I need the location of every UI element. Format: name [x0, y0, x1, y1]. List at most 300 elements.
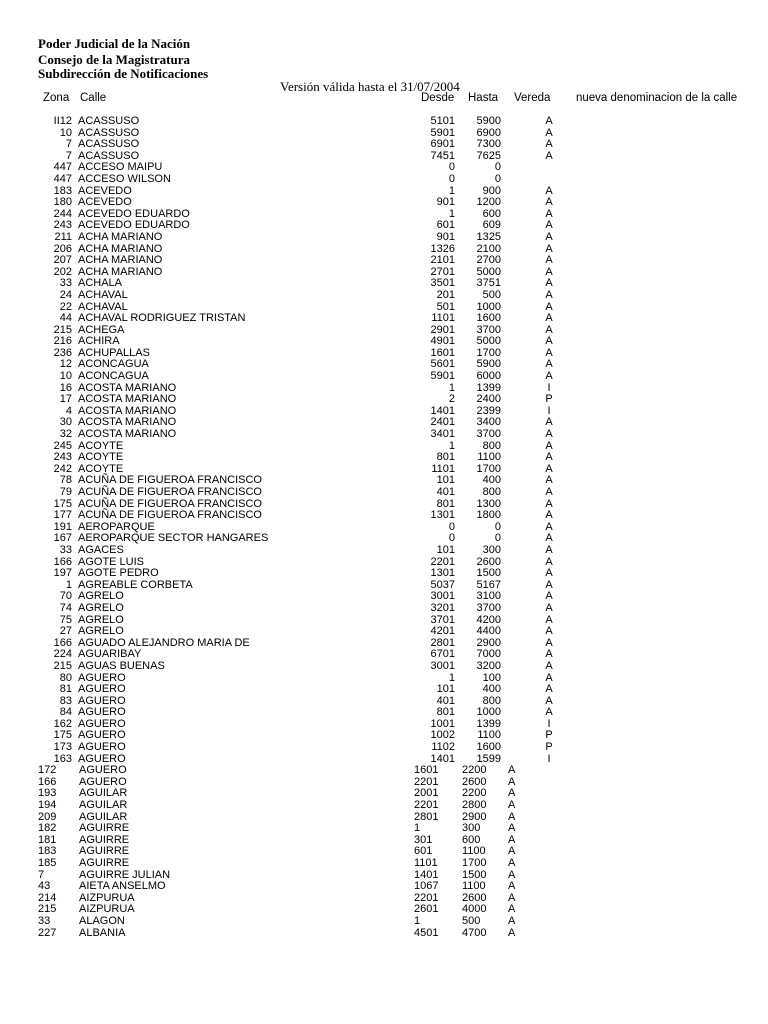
- cell-zona: 224: [53, 648, 72, 661]
- header-department-name: Subdirección de Notificaciones: [38, 66, 209, 81]
- table-row: [0, 858, 768, 870]
- cell-hasta: 5900: [476, 115, 501, 127]
- cell-zona: 175: [53, 497, 72, 510]
- cell-hasta: 2400: [476, 393, 501, 406]
- cell-desde: 6901: [430, 138, 455, 151]
- cell-vereda: A: [508, 787, 516, 800]
- cell-zona: 33: [38, 914, 51, 927]
- cell-calle: AGUERO: [78, 694, 126, 707]
- cell-vereda: A: [508, 914, 516, 927]
- cell-vereda: A: [545, 335, 553, 348]
- cell-hasta: 0: [494, 161, 501, 174]
- table-row: [0, 742, 768, 754]
- cell-calle: ACASSUSO: [78, 115, 140, 127]
- cell-hasta: 3700: [476, 323, 501, 336]
- cell-hasta: 1600: [476, 741, 501, 754]
- cell-desde: 1101: [431, 462, 455, 475]
- cell-vereda: A: [508, 926, 516, 939]
- cell-desde: 3201: [430, 601, 455, 614]
- cell-calle: AGUIRRE: [79, 822, 130, 835]
- cell-desde: 1: [414, 914, 421, 927]
- cell-zona: 74: [59, 601, 72, 614]
- cell-desde: 1: [448, 207, 455, 220]
- cell-hasta: 1100: [462, 880, 486, 893]
- cell-calle: ACASSUSO: [78, 126, 140, 139]
- cell-hasta: 300: [462, 822, 481, 835]
- table-row: [0, 197, 768, 209]
- cell-desde: 1101: [431, 312, 455, 325]
- cell-desde: 1002: [430, 729, 455, 742]
- cell-vereda: A: [545, 451, 553, 464]
- cell-zona: 206: [53, 242, 72, 255]
- cell-desde: 3501: [430, 277, 455, 290]
- cell-calle: ALBANIA: [79, 926, 126, 939]
- column-header-desde: Desde: [421, 92, 455, 104]
- cell-desde: 2701: [430, 265, 455, 278]
- cell-vereda: A: [508, 903, 516, 916]
- cell-vereda: A: [545, 207, 553, 220]
- cell-hasta: 3700: [476, 428, 501, 441]
- cell-vereda: A: [545, 474, 553, 487]
- cell-calle: ACONCAGUA: [78, 358, 149, 371]
- cell-zona: 209: [38, 810, 57, 823]
- cell-vereda: I: [547, 717, 551, 730]
- cell-vereda: A: [508, 799, 516, 812]
- cell-calle: ACOSTA MARIANO: [78, 428, 177, 441]
- cell-vereda: A: [545, 242, 553, 255]
- cell-hasta: 1399: [476, 381, 501, 394]
- cell-hasta: 5000: [476, 265, 501, 278]
- cell-zona: 166: [53, 555, 72, 568]
- cell-calle: AGUIRRE: [79, 845, 130, 858]
- cell-calle: AGUILAR: [79, 810, 128, 823]
- cell-desde: 101: [436, 543, 455, 556]
- cell-zona: 215: [38, 903, 57, 916]
- cell-hasta: 1000: [476, 300, 501, 313]
- cell-desde: 1101: [414, 857, 438, 869]
- cell-zona: 166: [53, 636, 72, 649]
- cell-calle: AGUERO: [78, 717, 126, 730]
- cell-calle: ACHIRA: [78, 335, 120, 348]
- cell-calle: AGUERO: [78, 752, 126, 765]
- cell-hasta: 4200: [476, 613, 501, 626]
- cell-hasta: 6900: [476, 126, 501, 139]
- cell-vereda: A: [545, 543, 553, 556]
- cell-zona: 177: [53, 509, 72, 522]
- cell-desde: 4201: [430, 625, 455, 638]
- cell-calle: AEROPARQUE: [78, 520, 155, 533]
- cell-calle: ACHALA: [78, 277, 123, 290]
- cell-zona: 183: [53, 184, 72, 197]
- cell-calle: AGOTE PEDRO: [78, 567, 159, 580]
- cell-vereda: A: [508, 857, 516, 869]
- cell-hasta: 3200: [476, 659, 501, 672]
- cell-desde: 4501: [414, 926, 439, 939]
- cell-desde: 3001: [430, 590, 455, 603]
- version-validity-note: Versión válida hasta el 31/07/2004: [280, 79, 460, 94]
- cell-hasta: 1000: [476, 706, 501, 719]
- cell-vereda: A: [545, 486, 553, 498]
- cell-desde: 1401: [430, 752, 455, 765]
- cell-desde: 3401: [430, 428, 455, 441]
- cell-calle: AGUERO: [78, 741, 126, 754]
- cell-calle: ACHA MARIANO: [78, 254, 163, 267]
- column-header-nueva-denominacion: nueva denominacion de la calle: [576, 92, 738, 104]
- cell-hasta: 100: [482, 671, 501, 684]
- cell-hasta: 7625: [476, 149, 501, 162]
- cell-calle: ACHEGA: [78, 323, 125, 336]
- cell-calle: ACOYTE: [78, 462, 124, 475]
- cell-zona: 173: [53, 741, 72, 754]
- cell-zona: 7: [65, 149, 72, 162]
- cell-zona: 215: [53, 323, 72, 336]
- cell-hasta: 1100: [477, 451, 501, 464]
- table-row: [0, 545, 768, 557]
- cell-desde: 2201: [414, 775, 439, 788]
- cell-vereda: A: [545, 428, 553, 441]
- table-row: [0, 603, 768, 615]
- cell-vereda: A: [545, 346, 553, 359]
- cell-zona: 182: [38, 822, 57, 835]
- cell-zona: 16: [59, 381, 72, 394]
- cell-zona: 215: [53, 659, 72, 672]
- column-header-vereda: Vereda: [514, 92, 551, 104]
- cell-hasta: 3751: [476, 277, 501, 290]
- cell-hasta: 0: [494, 520, 501, 533]
- cell-zona: 10: [59, 370, 72, 383]
- cell-zona: 194: [38, 799, 57, 812]
- cell-hasta: 1700: [462, 857, 487, 869]
- cell-calle: AGREABLE CORBETA: [78, 578, 193, 591]
- cell-desde: 5901: [430, 370, 455, 383]
- cell-vereda: A: [545, 254, 553, 267]
- cell-vereda: A: [545, 219, 553, 232]
- cell-vereda: A: [545, 462, 553, 475]
- cell-zona: 7: [38, 868, 45, 881]
- cell-hasta: 2800: [462, 799, 487, 812]
- cell-calle: ACCESO WILSON: [78, 172, 171, 185]
- cell-zona: 447: [53, 172, 72, 185]
- cell-zona: 207: [53, 254, 72, 267]
- cell-hasta: 5000: [476, 335, 501, 348]
- cell-calle: AGUIRRE: [79, 857, 130, 869]
- cell-zona: 17: [59, 393, 72, 406]
- cell-calle: ACOSTA MARIANO: [78, 381, 177, 394]
- cell-vereda: A: [545, 601, 553, 614]
- cell-zona: 30: [59, 416, 72, 429]
- cell-zona: 243: [53, 451, 72, 464]
- cell-hasta: 3700: [476, 601, 501, 614]
- cell-zona: 33: [59, 543, 72, 556]
- table-row: [0, 290, 768, 302]
- cell-calle: ACHUPALLAS: [78, 346, 150, 359]
- cell-calle: ALAGON: [79, 914, 125, 927]
- cell-calle: ACHAVAL RODRIGUEZ TRISTAN: [78, 312, 246, 325]
- table-row: [0, 313, 768, 325]
- cell-vereda: A: [545, 567, 553, 580]
- cell-zona: 214: [38, 891, 57, 904]
- cell-calle: AIZPURUA: [79, 903, 135, 916]
- cell-desde: 1401: [430, 404, 455, 417]
- cell-hasta: 7300: [476, 138, 501, 151]
- cell-calle: AGUIRRE: [79, 833, 130, 846]
- cell-calle: ACUÑA DE FIGUEROA FRANCISCO: [78, 497, 262, 510]
- cell-hasta: 1200: [476, 196, 501, 209]
- cell-vereda: A: [545, 497, 553, 510]
- cell-desde: 1601: [430, 346, 455, 359]
- cell-calle: ACHA MARIANO: [78, 265, 163, 278]
- cell-calle: AGUILAR: [79, 787, 128, 800]
- cell-calle: AGUARIBAY: [78, 648, 142, 661]
- cell-vereda: A: [545, 149, 553, 162]
- cell-hasta: 300: [482, 543, 501, 556]
- cell-desde: 501: [436, 300, 455, 313]
- table-row: [0, 928, 768, 940]
- cell-vereda: A: [545, 300, 553, 313]
- cell-calle: AGOTE LUIS: [78, 555, 145, 568]
- cell-hasta: 2399: [476, 404, 501, 417]
- cell-desde: 2101: [430, 254, 455, 267]
- cell-desde: 901: [436, 196, 455, 209]
- table-row: [0, 371, 768, 383]
- cell-vereda: A: [545, 138, 553, 151]
- cell-desde: 5037: [430, 578, 455, 591]
- cell-vereda: A: [545, 439, 553, 452]
- cell-calle: ACHAVAL: [78, 288, 128, 301]
- cell-hasta: 400: [482, 683, 501, 696]
- cell-calle: AGUERO: [78, 729, 126, 742]
- cell-calle: AGUIRRE JULIAN: [79, 868, 171, 881]
- cell-desde: 1067: [414, 880, 439, 893]
- cell-desde: 601: [436, 219, 455, 232]
- cell-vereda: A: [545, 509, 553, 522]
- cell-calle: ACOSTA MARIANO: [78, 416, 177, 429]
- cell-zona: 78: [59, 474, 72, 487]
- cell-vereda: A: [545, 532, 553, 545]
- cell-desde: 801: [436, 451, 455, 464]
- cell-vereda: I: [547, 404, 551, 417]
- cell-vereda: A: [545, 555, 553, 568]
- cell-hasta: 2600: [462, 775, 487, 788]
- cell-desde: 1301: [430, 567, 455, 580]
- cell-hasta: 0: [494, 532, 501, 545]
- cell-hasta: 1325: [476, 230, 501, 243]
- cell-desde: 0: [448, 532, 455, 545]
- cell-hasta: 2600: [476, 555, 501, 568]
- cell-hasta: 400: [482, 474, 501, 487]
- cell-zona: 163: [53, 752, 72, 765]
- cell-desde: 101: [436, 474, 455, 487]
- cell-desde: 4901: [430, 335, 455, 348]
- cell-vereda: A: [545, 115, 553, 127]
- cell-hasta: 500: [462, 914, 481, 927]
- table-row: [0, 116, 768, 128]
- cell-zona: 24: [59, 288, 72, 301]
- cell-hasta: 1700: [476, 346, 501, 359]
- cell-zona: 12: [59, 358, 72, 371]
- cell-desde: 2201: [430, 555, 455, 568]
- cell-calle: AGRELO: [78, 601, 124, 614]
- cell-desde: 301: [414, 833, 433, 846]
- table-row: [0, 174, 768, 186]
- cell-desde: 801: [436, 497, 455, 510]
- cell-vereda: A: [545, 578, 553, 591]
- cell-hasta: 1500: [462, 868, 487, 881]
- cell-vereda: A: [508, 810, 516, 823]
- cell-vereda: A: [508, 880, 516, 893]
- table-row: [0, 232, 768, 244]
- cell-zona: 1: [65, 578, 72, 591]
- cell-vereda: A: [545, 683, 553, 696]
- cell-calle: ACONCAGUA: [78, 370, 149, 383]
- table-row: [0, 916, 768, 928]
- cell-zona: 180: [53, 196, 72, 209]
- column-header-zona: Zona: [43, 92, 70, 104]
- cell-calle: ACEVEDO EDUARDO: [78, 207, 190, 220]
- cell-vereda: A: [508, 775, 516, 788]
- cell-vereda: A: [545, 636, 553, 649]
- cell-vereda: A: [545, 625, 553, 638]
- cell-desde: 5901: [430, 126, 455, 139]
- cell-vereda: P: [545, 729, 553, 742]
- cell-desde: 5101: [430, 115, 455, 127]
- cell-desde: 2401: [430, 416, 455, 429]
- cell-calle: AEROPARQUE SECTOR HANGARES: [78, 532, 269, 545]
- cell-zona: 197: [53, 567, 72, 580]
- cell-hasta: 4000: [462, 903, 487, 916]
- cell-calle: ACHA MARIANO: [78, 230, 163, 243]
- cell-zona: 83: [59, 694, 72, 707]
- cell-desde: 1326: [430, 242, 455, 255]
- cell-zona: 75: [59, 613, 72, 626]
- cell-desde: 2801: [430, 636, 455, 649]
- cell-vereda: A: [545, 312, 553, 325]
- cell-desde: 801: [436, 706, 455, 719]
- cell-desde: 0: [448, 520, 455, 533]
- cell-zona: 183: [38, 845, 57, 858]
- cell-desde: 601: [414, 845, 433, 858]
- cell-zona: 79: [59, 486, 72, 498]
- cell-vereda: A: [545, 230, 553, 243]
- table-row: [0, 684, 768, 696]
- cell-zona: 175: [53, 729, 72, 742]
- cell-zona: 166: [38, 775, 57, 788]
- cell-zona: 185: [38, 857, 57, 869]
- cell-desde: 2801: [414, 810, 439, 823]
- cell-zona: 32: [59, 428, 72, 441]
- cell-desde: 7451: [430, 149, 455, 162]
- cell-vereda: A: [545, 265, 553, 278]
- cell-zona: 167: [53, 532, 72, 545]
- cell-desde: 2201: [414, 799, 439, 812]
- cell-zona: 172: [38, 764, 57, 777]
- cell-vereda: A: [508, 764, 516, 777]
- cell-calle: AGUERO: [79, 775, 127, 788]
- cell-vereda: A: [545, 590, 553, 603]
- cell-zona: 181: [38, 833, 57, 846]
- cell-calle: ACHAVAL: [78, 300, 128, 313]
- cell-hasta: 600: [482, 207, 501, 220]
- cell-hasta: 4700: [462, 926, 487, 939]
- cell-hasta: 5167: [476, 578, 501, 591]
- cell-calle: AGUERO: [78, 683, 126, 696]
- cell-hasta: 609: [482, 219, 501, 232]
- cell-calle: AIETA ANSELMO: [79, 880, 166, 893]
- cell-calle: ACEVEDO: [78, 196, 132, 209]
- cell-calle: ACEVEDO: [78, 184, 132, 197]
- cell-hasta: 3100: [476, 590, 501, 603]
- cell-hasta: 4400: [476, 625, 501, 638]
- cell-desde: 901: [436, 230, 455, 243]
- cell-hasta: 0: [494, 172, 501, 185]
- table-row: [0, 661, 768, 673]
- cell-hasta: 1100: [477, 729, 501, 742]
- cell-desde: 1001: [430, 717, 455, 730]
- cell-vereda: A: [508, 868, 516, 881]
- cell-calle: ACHA MARIANO: [78, 242, 163, 255]
- cell-hasta: 1700: [476, 462, 501, 475]
- column-header-calle: Calle: [80, 92, 107, 104]
- cell-hasta: 2200: [462, 787, 487, 800]
- cell-zona: 193: [38, 787, 57, 800]
- cell-desde: 1: [448, 184, 455, 197]
- cell-zona: 227: [38, 926, 57, 939]
- cell-zona: 162: [53, 717, 72, 730]
- cell-desde: 5601: [430, 358, 455, 371]
- cell-hasta: 7000: [476, 648, 501, 661]
- cell-zona: 22: [59, 300, 72, 313]
- cell-hasta: 2900: [476, 636, 501, 649]
- cell-hasta: 1300: [476, 497, 501, 510]
- cell-calle: AGUERO: [78, 706, 126, 719]
- cell-hasta: 1800: [476, 509, 501, 522]
- cell-vereda: A: [508, 833, 516, 846]
- cell-hasta: 2100: [476, 242, 501, 255]
- cell-vereda: A: [545, 184, 553, 197]
- cell-calle: AGUERO: [78, 671, 126, 684]
- table-row: [0, 487, 768, 499]
- cell-vereda: A: [508, 845, 516, 858]
- cell-calle: ACEVEDO EDUARDO: [78, 219, 190, 232]
- cell-zona: 447: [53, 161, 72, 174]
- cell-desde: 1601: [414, 764, 439, 777]
- cell-vereda: A: [545, 671, 553, 684]
- header-council-name: Consejo de la Magistratura: [38, 52, 191, 67]
- cell-vereda: P: [545, 741, 553, 754]
- cell-calle: AGUILAR: [79, 799, 128, 812]
- cell-zona: 202: [53, 265, 72, 278]
- cell-desde: 201: [436, 288, 455, 301]
- cell-hasta: 600: [462, 833, 481, 846]
- cell-calle: ACUÑA DE FIGUEROA FRANCISCO: [78, 474, 262, 487]
- cell-vereda: A: [545, 520, 553, 533]
- cell-zona: 211: [54, 230, 72, 243]
- cell-hasta: 2700: [476, 254, 501, 267]
- cell-calle: ACASSUSO: [78, 149, 140, 162]
- cell-calle: ACOYTE: [78, 451, 124, 464]
- cell-vereda: A: [545, 358, 553, 371]
- cell-hasta: 1599: [476, 752, 501, 765]
- cell-vereda: A: [545, 648, 553, 661]
- cell-zona: 81: [59, 683, 72, 696]
- cell-calle: AGACES: [78, 543, 124, 556]
- cell-vereda: A: [545, 370, 553, 383]
- cell-zona: 84: [59, 706, 72, 719]
- cell-desde: 1301: [430, 509, 455, 522]
- cell-calle: ACASSUSO: [78, 138, 140, 151]
- cell-calle: ACOSTA MARIANO: [78, 393, 177, 406]
- cell-desde: 101: [436, 683, 455, 696]
